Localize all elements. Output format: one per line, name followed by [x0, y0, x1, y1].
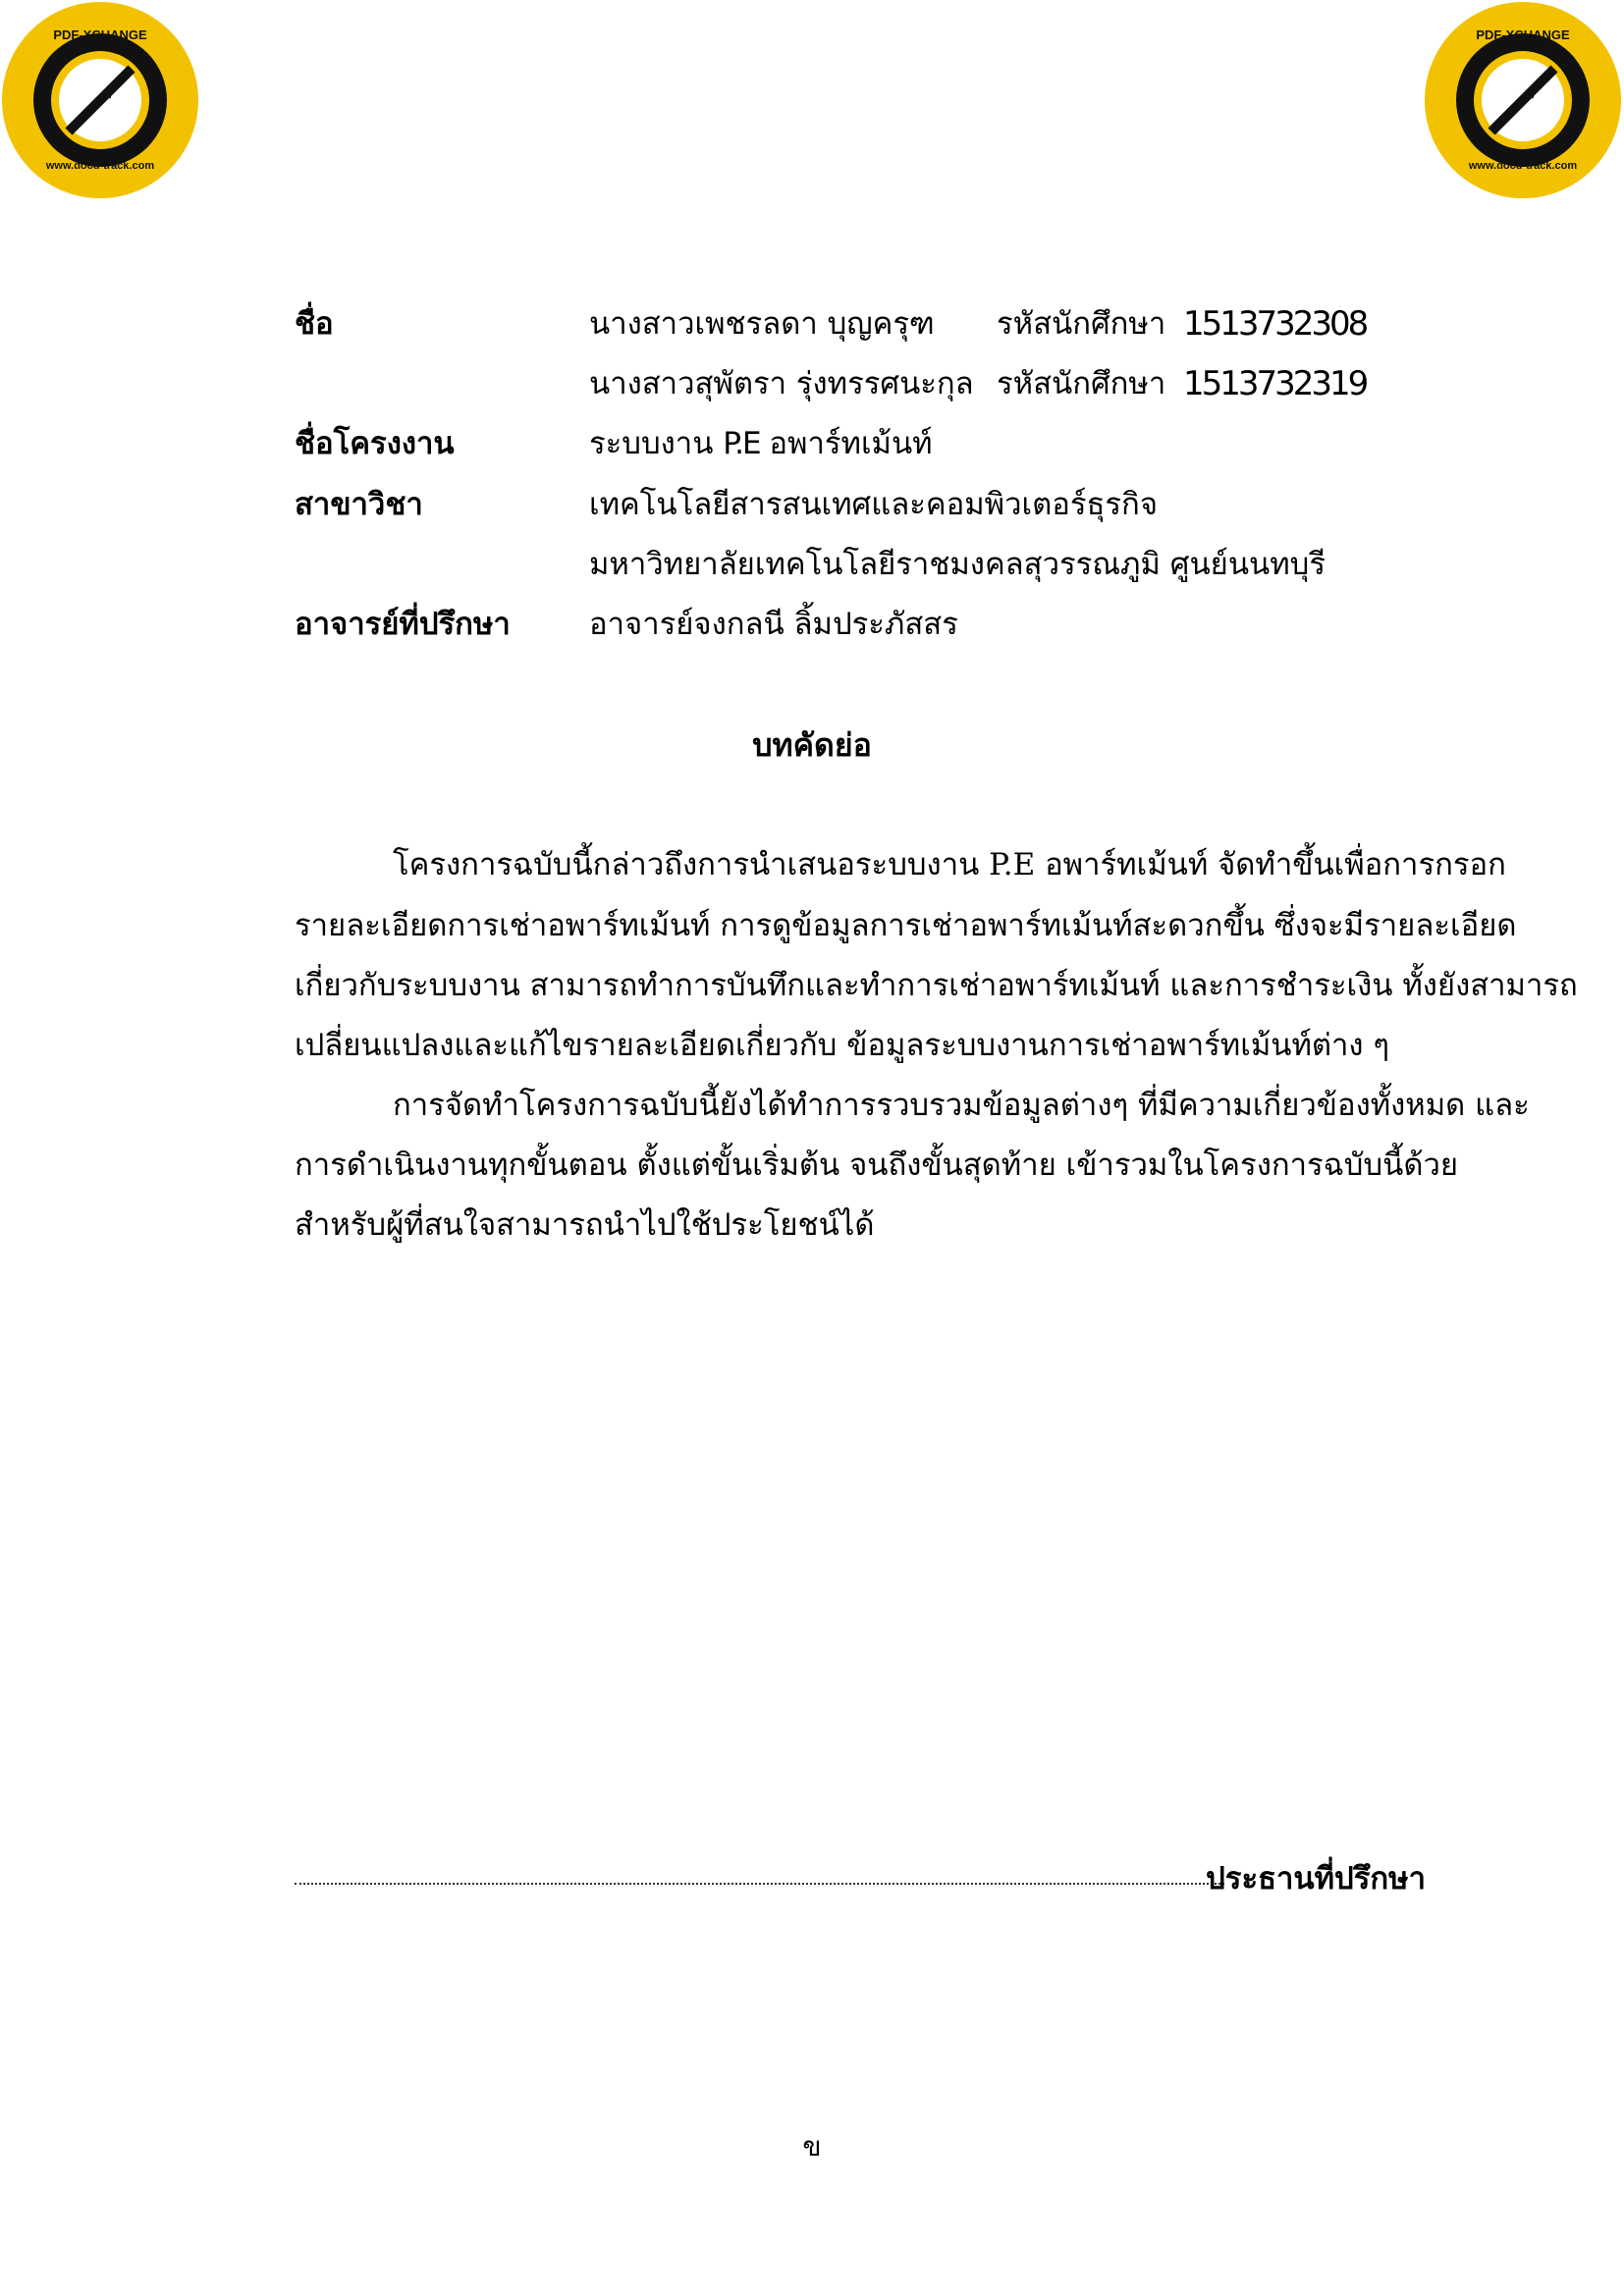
advisor-name: อาจารย์จงกลนี ลิ้มประภัสสร [589, 607, 958, 642]
abstract-line-7: สำหรับผู้ที่สนใจสามารถนำไปใช้ประโยชน์ได้ [295, 1207, 875, 1243]
advisor-label: อาจารย์ที่ปรึกษา [295, 607, 511, 642]
badge-top-text: PDF-XCHANGE [1476, 27, 1570, 42]
project-name [589, 424, 933, 463]
name-label: ชื่อ [295, 306, 334, 342]
student2-name: นางสาวสุพัตรา รุ่งทรรศนะกุล [589, 366, 974, 401]
student2-id: 1513732319 [1183, 364, 1367, 403]
major-line2: มหาวิทยาลัยเทคโนโลยีราชมงคลสุวรรณภูมิ ศูนย์นนทบุรี [589, 547, 1326, 582]
student1-id: 1513732308 [1183, 304, 1367, 344]
abstract-title: บทคัดย่อ [752, 726, 872, 764]
project-label: ชื่อโครงงาน [295, 426, 455, 461]
badge-bottom-text: www.docu-track.com [45, 160, 155, 172]
page-number: ข [802, 2130, 822, 2163]
pdf-xchange-badge-left[interactable] [0, 0, 201, 201]
abstract-line-6: การดำเนินงานทุกขั้นตอน ตั้งแต่ขั้นเริ่มต้น จนถึงขั้นสุดท้าย เข้ารวมในโครงการฉบับนี้ด้วย [295, 1148, 1459, 1183]
signature-dotted-line [295, 1883, 1224, 1885]
project-suffix: อพาร์ทเม้นท์ [759, 426, 933, 461]
signature-block [295, 1853, 1426, 1896]
student1-id-label: รหัสนักศึกษา [997, 306, 1166, 342]
student1-name: นางสาวเพชรลดา บุญครุฑ [589, 306, 935, 342]
project-code: P.E [723, 426, 760, 461]
pdf-xchange-badge-right[interactable] [1423, 0, 1624, 201]
abstract-line-3: เกี่ยวกับระบบงาน สามารถทำการบันทึกและทำการเช่าอพาร์ทเม้นท์ และการชำระเงิน ทั้งยังสามารถ [295, 968, 1578, 1003]
signature-label: ประธานที่ปรึกษา [1206, 1861, 1426, 1896]
badge-center-text: Click to buy NOW! [1489, 67, 1558, 135]
abstract-line-4: เปลี่ยนแปลงและแก้ไขรายละเอียดเกี่ยวกับ ข้อมูลระบบงานการเช่าอพาร์ทเม้นท์ต่าง ๆ [295, 1028, 1390, 1063]
badge-bottom-text: www.docu-track.com [1468, 160, 1578, 172]
abstract-line-2: รายละเอียดการเช่าอพาร์ทเม้นท์ การดูข้อมูลการเช่าอพาร์ทเม้นท์สะดวกขึ้น ซึ่งจะมีรายละเอียด [295, 908, 1517, 943]
badge-center-text: Click to buy NOW! [67, 67, 135, 135]
project-prefix: ระบบงาน [589, 426, 724, 461]
abstract-line-5: การจัดทำโครงการฉบับนี้ยังได้ทำการรวบรวมข้อมูลต่างๆ ที่มีความเกี่ยวข้องทั้งหมด และ [393, 1088, 1530, 1123]
major-line1: เทคโนโลยีสารสนเทศและคอมพิวเตอร์ธุรกิจ [589, 487, 1158, 522]
abstract-line-1: โครงการฉบับนี้กล่าวถึงการนำเสนอระบบงาน P.E อพาร์ทเม้นท์ จัดทำขึ้นเพื่อการกรอก [393, 847, 1506, 882]
badge-top-text: PDF-XCHANGE [53, 27, 147, 42]
major-label: สาขาวิชา [295, 487, 423, 522]
student2-id-label: รหัสนักศึกษา [997, 366, 1166, 401]
